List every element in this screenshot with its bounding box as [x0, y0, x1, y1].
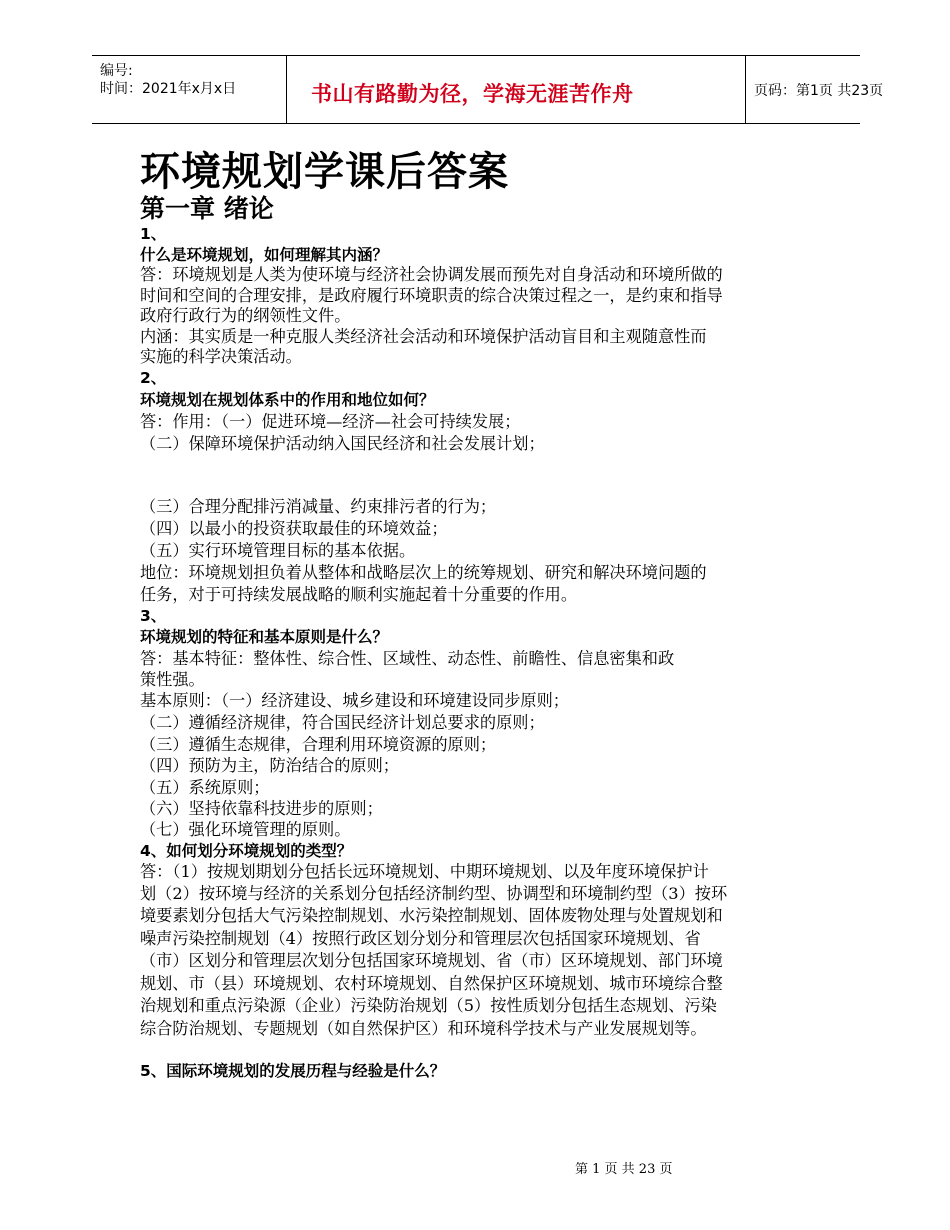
header-meta [92, 56, 286, 123]
answer-line: 答：基本特征：整体性、综合性、区域性、动态性、前瞻性、信息密集和政 [140, 649, 675, 668]
question-heading: 环境规划在规划体系中的作用和地位如何？ [140, 391, 435, 409]
header-motto: 书山有路勤为径，学海无涯苦作舟 [311, 82, 634, 106]
answer-line: （市）区划分和管理层次划分包括国家环境规划、省（市）区环境规划、部门环境 [140, 951, 723, 970]
answer-line: （二）遵循经济规律，符合国民经济计划总要求的原则； [140, 713, 545, 732]
answer-line: （七）强化环境管理的原则。 [140, 820, 351, 839]
question-heading: 环境规划的特征和基本原则是什么？ [140, 628, 389, 646]
answer-line: （六）坚持依靠科技进步的原则； [140, 799, 383, 818]
answer-line: （二）保障环境保护活动纳入国民经济和社会发展计划； [140, 434, 545, 453]
answer-line: 境要素划分包括大气污染控制规划、水污染控制规划、固体废物处理与处置规划和 [140, 906, 723, 925]
answer-line: 答：作用：（一）促进环境—经济—社会可持续发展； [140, 412, 521, 431]
answer-line: 规划、市（县）环境规划、农村环境规划、自然保护区环境规划、城市环境综合整 [140, 974, 723, 993]
answer-line: （三）遵循生态规律，合理利用环境资源的原则； [140, 735, 497, 754]
question-heading: 什么是环境规划，如何理解其内涵？ [140, 246, 389, 264]
question-number: 1、 [140, 225, 167, 243]
answer-line: 地位：环境规划担负着从整体和战略层次上的统筹规划、研究和解决环境问题的 [140, 563, 707, 582]
answer-line: （三）合理分配排污消减量、约束排污者的行为； [140, 497, 497, 516]
answer-line: 答：环境规划是人类为使环境与经济社会协调发展而预先对自身活动和环境所做的 [140, 265, 723, 284]
document-number-label: 编号: [100, 63, 133, 79]
question-number: 2、 [140, 369, 167, 387]
header-page-info: 页码：第1页 共23页 [754, 83, 884, 99]
question-heading: 5、国际环境规划的发展历程与经验是什么？ [140, 1062, 446, 1080]
chapter-heading: 第一章 绪论 [140, 194, 274, 223]
answer-line: （五）实行环境管理目标的基本依据。 [140, 541, 416, 560]
answer-line: 策性强。 [140, 670, 205, 689]
answer-line: （四）预防为主，防治结合的原则； [140, 756, 399, 775]
document-time-label: 时间：2021年x月x日 [100, 81, 237, 97]
answer-line: （四）以最小的投资获取最佳的环境效益； [140, 519, 448, 538]
answer-line: 噪声污染控制规划（4）按照行政区划分划分和管理层次包括国家环境规划、省 [140, 929, 701, 948]
document-title: 环境规划学课后答案 [140, 149, 509, 195]
answer-line: 基本原则：（一）经济建设、城乡建设和环境建设同步原则； [140, 691, 569, 710]
answer-line: 时间和空间的合理安排，是政府履行环境职责的综合决策过程之一，是约束和指导 [140, 286, 723, 305]
answer-line: 治规划和重点污染源（企业）污染防治规划（5）按性质划分包括生态规划、污染 [140, 996, 717, 1015]
question-heading: 4、如何划分环境规划的类型？ [140, 842, 353, 860]
page-header [92, 55, 884, 124]
answer-line: 划（2）按环境与经济的关系划分包括经济制约型、协调型和环境制约型（3）按环 [140, 884, 728, 903]
answer-line: 答：（1）按规划期划分包括长远环境规划、中期环境规划、以及年度环境保护计 [140, 862, 709, 881]
answer-line: 政府行政行为的纲领性文件。 [140, 306, 351, 325]
answer-line: 实施的科学决策活动。 [140, 347, 302, 366]
answer-line: （五）系统原则； [140, 778, 270, 797]
answer-line: 任务，对于可持续发展战略的顺利实施起着十分重要的作用。 [140, 585, 578, 604]
page-footer: 第 1 页 共 23 页 [575, 1162, 673, 1177]
answer-line: 内涵：其实质是一种克服人类经济社会活动和环境保护活动盲目和主观随意性而 [140, 327, 707, 346]
question-number: 3、 [140, 607, 167, 625]
answer-line: 综合防治规划、专题规划（如自然保护区）和环境科学技术与产业发展规划等。 [140, 1019, 707, 1038]
header-motto-cell [286, 56, 746, 123]
